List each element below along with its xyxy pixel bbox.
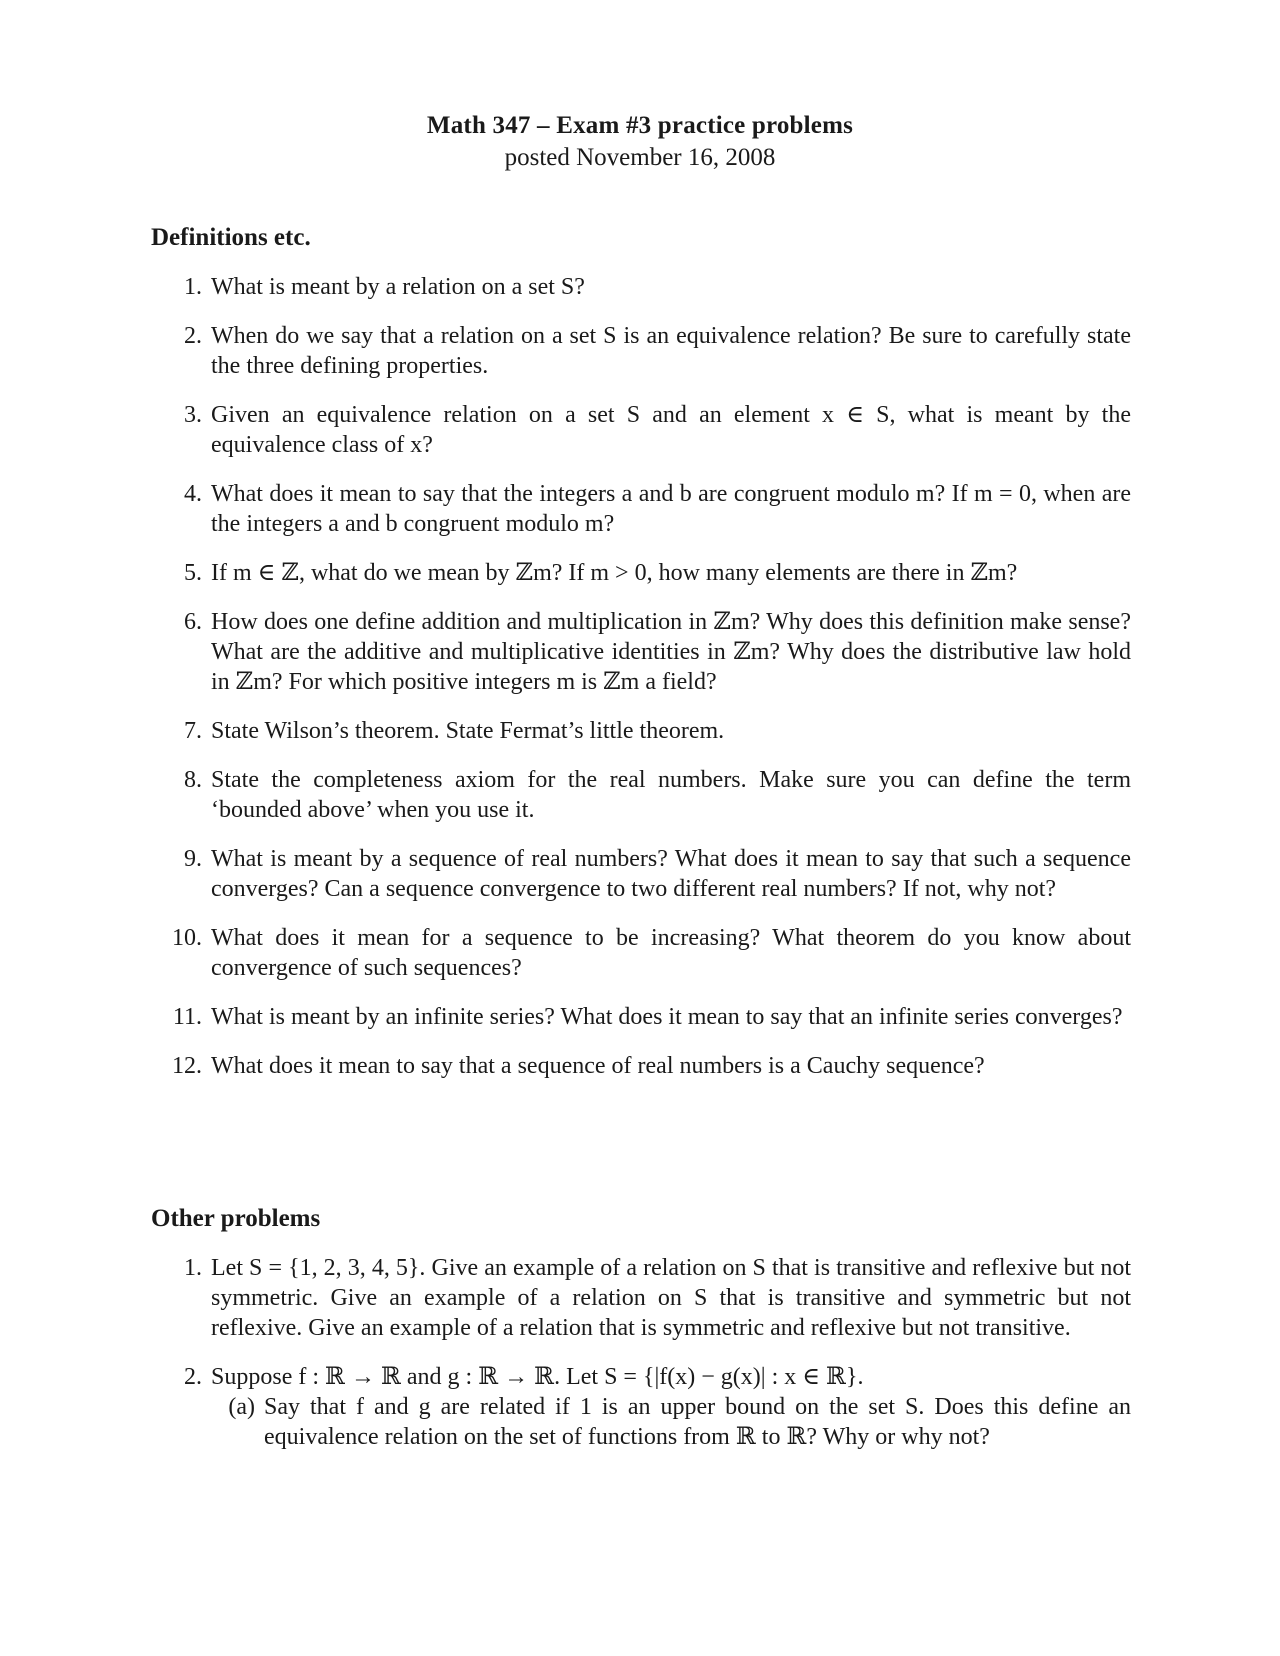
list-item: 1. Let S = {1, 2, 3, 4, 5}. Give an example of a relation on S that is transitive and reflexive but not symmetric. Give an example of a relation on S that is transitive and symmetric but not reflexive. Give an example of a relation that is symmetric and reflexive but not transitive.	[184, 1255, 1131, 1341]
document-subtitle: posted November 16, 2008	[504, 144, 776, 171]
document-header	[0, 110, 1280, 174]
list-item: 4. What does it mean to say that the integers a and b are congruent modulo m? If m = 0, when are the integers a and b congruent modulo m?	[184, 481, 1131, 537]
definitions-list	[151, 272, 1131, 1081]
definitions-section	[151, 223, 1131, 1081]
other-problems-list	[151, 1253, 1131, 1452]
definitions-heading: Definitions etc.	[151, 224, 311, 251]
list-item: 5. If m ∈ ℤ, what do we mean by ℤm? If m > 0, how many elements are there in ℤm?	[184, 560, 1018, 586]
other-problems-section	[151, 1204, 1131, 1452]
list-item: 10. What does it mean for a sequence to be increasing? What theorem do you know about convergence of such sequences?	[172, 925, 1131, 981]
list-item: (a) Say that f and g are related if 1 is an upper bound on the set S. Does this define an equivalence relation on the set of functions from ℝ to ℝ? Why or why not?	[228, 1394, 1131, 1450]
list-item: 11. What is meant by an infinite series? What does it mean to say that an infinite series converges?	[172, 1004, 1123, 1030]
list-item: 1. What is meant by a relation on a set S?	[184, 274, 585, 300]
list-item: 7. State Wilson’s theorem. State Fermat’s little theorem.	[184, 718, 725, 744]
list-item: 2. When do we say that a relation on a set S is an equivalence relation? Be sure to carefully state the three defining properties.	[184, 323, 1131, 379]
list-item: 8. State the completeness axiom for the real numbers. Make sure you can define the term ‘bounded above’ when you use it.	[184, 767, 1131, 823]
list-item: 3. Given an equivalence relation on a set S and an element x ∈ S, what is meant by the equivalence class of x?	[184, 402, 1131, 458]
list-item: 9. What is meant by a sequence of real numbers? What does it mean to say that such a sequence converges? Can a sequence convergence to two different real numbers? If not, why not?	[184, 846, 1131, 902]
sub-problems-list	[211, 1392, 1131, 1452]
list-item: 12. What does it mean to say that a sequence of real numbers is a Cauchy sequence?	[172, 1053, 985, 1079]
other-problems-heading: Other problems	[151, 1205, 321, 1232]
list-item: 2. Suppose f : ℝ → ℝ and g : ℝ → ℝ. Let S = {|f(x) − g(x)| : x ∈ ℝ}. (a) Say that f and g are related if 1 is an upper bound on the set S. Does this define an equivalence relation on the set of functions from ℝ to ℝ? Why or why not?	[184, 1364, 1131, 1450]
list-item: 6. How does one define addition and multiplication in ℤm? Why does this definition make sense? What are the additive and multiplicative identities in ℤm? Why does the distributive law hold in ℤm? For which positive integers m is ℤm a field?	[184, 609, 1131, 695]
document-title: Math 347 – Exam #3 practice problems	[426, 112, 854, 139]
